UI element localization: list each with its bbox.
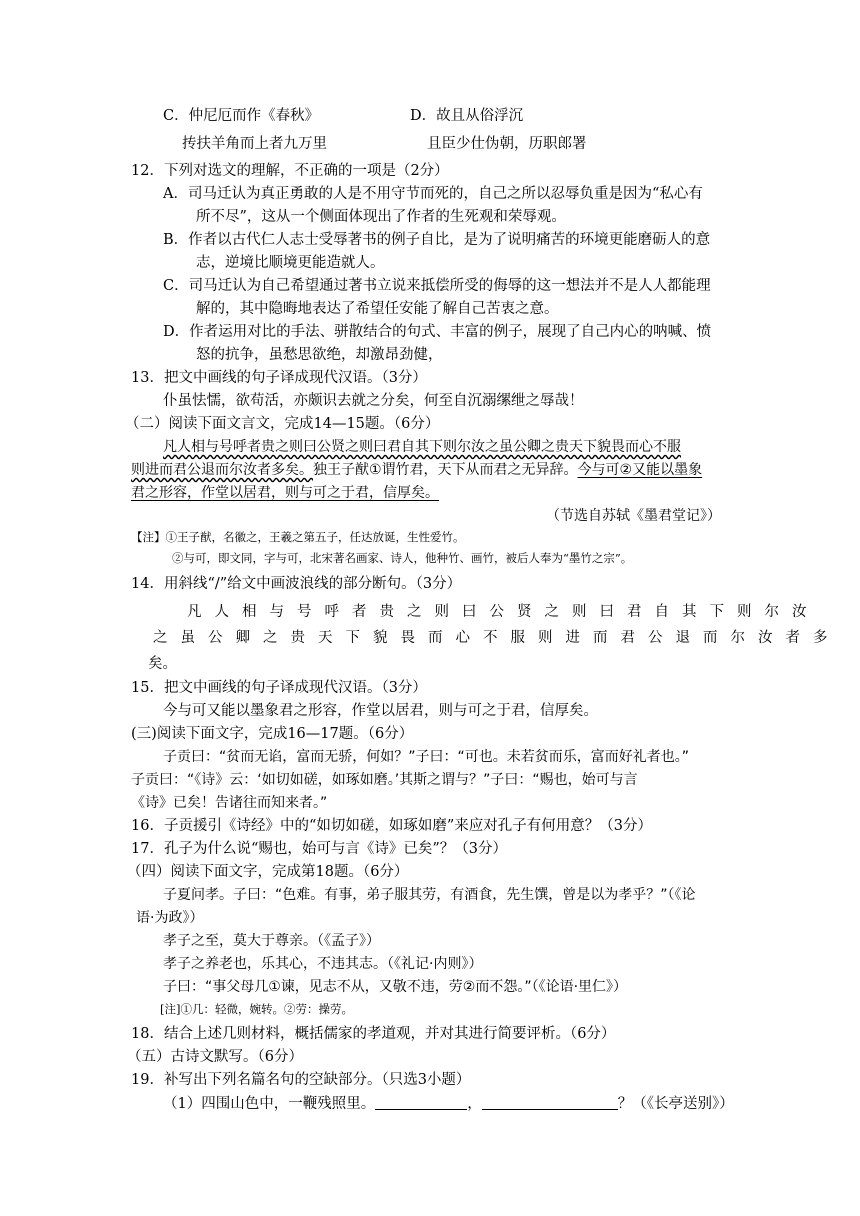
passage-4-line5: 子曰：“事父母几①谏，见志不从，又敬不违，劳②而不怨。”（《论语·里仁》）: [163, 979, 628, 995]
section-4-heading: （四）阅读下面文字，完成第18题。（6分）: [127, 864, 409, 880]
q13-stem: 13．把文中画线的句子译成现代汉语。（3分）: [131, 370, 427, 386]
q14-text-line3: 矣。: [148, 656, 177, 672]
q19-stem: 19．补写出下列名篇名句的空缺部分。（只选3小题）: [131, 1072, 471, 1088]
q17-stem: 17．孔子为什么说“赐也，始可与言《诗》已矣”？（3分）: [131, 841, 507, 857]
q12-stem: 12．下列对选文的理解，不正确的一项是（2分）: [131, 163, 449, 179]
passage-2-underlined-part1: 今与可②又能以墨象: [577, 462, 703, 478]
q11-option-c-line2: 抟扶羊角而上者九万里: [182, 136, 327, 152]
q12-option-a: A．司马迁认为真正勇敢的人是不用守节而死的，自己之所以忍辱负重是因为“私心有: [163, 186, 703, 202]
passage-2-line1: [163, 439, 681, 456]
passage-4-line1: 子夏问孝。子曰：“色难。有事，弟子服其劳，有酒食，先生馔，曾是以为孝乎？”（《论: [163, 887, 696, 903]
answer-blank-2[interactable]: [482, 1095, 618, 1110]
q19-item-1-prefix: （1）四围山色中，一鞭残照里。: [163, 1096, 376, 1112]
passage-2-line3: [131, 485, 439, 502]
q12-option-b-line2: 志，逆境比顺境更能造就人。: [196, 255, 385, 271]
q15-sentence: 今与可又能以墨象君之形容，作堂以居君，则与可之于君，信厚矣。: [163, 703, 598, 719]
passage-3-line3: 《诗》已矣！告诸往而知来者。”: [131, 795, 328, 811]
passage-3-line2: 子贡曰：“《诗》云：‘如切如磋，如琢如磨。’其斯之谓与？”子曰：“赐也，始可与言: [131, 772, 638, 788]
q11-option-d: D．故且从俗浮沉: [410, 108, 524, 124]
section-5-heading: （五）古诗文默写。（6分）: [127, 1049, 303, 1065]
q14-text-line2: 之虽公卿之贵天下貌畏而心不服则进而君公退而尔汝者多: [153, 630, 841, 646]
passage-4-line4: 孝子之养老也，乐其心，不违其志。（《礼记·内则》）: [163, 956, 483, 972]
passage-4-line2: 语·为政》）: [136, 910, 204, 926]
answer-blank-1[interactable]: [375, 1095, 467, 1110]
q14-stem: 14．用斜线“/”给文中画波浪线的部分断句。（3分）: [131, 576, 462, 592]
section-3-heading: (三)阅读下面文字，完成16—17题。（6分）: [131, 726, 414, 742]
q18-stem: 18．结合上述几则材料，概括儒家的孝道观，并对其进行简要评析。（6分）: [131, 1026, 616, 1042]
passage-2-underlined-part2: 君之形容，作堂以居君，则与可之于君，信厚矣。: [131, 485, 439, 501]
note-2: ②与可，即文同，字与可，北宋著名画家、诗人，他种竹、画竹，被后人奉为“墨竹之宗”。: [172, 551, 633, 565]
q16-stem: 16．子贡援引《诗经》中的“如切如磋，如琢如磨”来应对孔子有何用意？（3分）: [131, 818, 652, 834]
q12-option-d-line2: 怒的抗争，虽愁思欲绝，却激昂劲健，: [196, 347, 443, 363]
q14-text-line1: 凡人相与号呼者贵之则曰公贤之则曰君自其下则尔汝: [187, 604, 820, 620]
q15-stem: 15．把文中画线的句子译成现代汉语。（3分）: [131, 680, 427, 696]
passage-2-wavy-part2: 则进而君公退而尔汝者多矣。: [131, 462, 313, 478]
q12-option-b: B．作者以古代仁人志士受辱著书的例子自比，是为了说明痛苦的环境更能磨砺人的意: [163, 232, 711, 248]
passage-3-line1: 子贡曰：“贫而无谄，富而无骄，何如？”子曰：“可也。未若贫而乐，富而好礼者也。”: [163, 749, 690, 765]
q12-option-d: D．作者运用对比的手法、骈散结合的句式、丰富的例子，展现了自己内心的呐喊、愤: [163, 324, 712, 340]
q12-option-c: C．司马迁认为自己希望通过著书立说来抵偿所受的侮辱的这一想法并不是人人都能理: [163, 278, 711, 294]
q12-option-a-line2: 所不尽”，这从一个侧面体现出了作者的生死观和荣辱观。: [196, 209, 566, 225]
q11-option-d-line2: 且臣少仕伪朝，历职郎署: [427, 136, 587, 152]
q19-item-1-suffix: ？（《长亭送别》）: [617, 1096, 734, 1112]
passage-4-note: [注]①几：轻微，婉转。②劳：操劳。: [160, 1002, 353, 1016]
passage-2-wavy-part1: 凡人相与号呼者贵之则曰公贤之则曰君自其下则尔汝之虽公卿之贵天下貌畏而心不服: [163, 439, 681, 455]
q19-item-1: [163, 1095, 734, 1113]
passage-2-source: （节选自苏轼《墨君堂记》）: [546, 508, 721, 524]
passage-2-plain: 独王子猷①谓竹君，天下从而君之无异辞。: [313, 462, 578, 478]
section-2-heading: （二）阅读下面文言文，完成14—15题。（6分）: [125, 416, 440, 432]
passage-4-line3: 孝子之至，莫大于尊亲。（《孟子》）: [163, 933, 380, 949]
note-1: 【注】①王子猷，名徽之，王羲之第五子，任达放诞，生性爱竹。: [131, 530, 465, 544]
q11-option-c: C．仲尼厄而作《春秋》: [163, 108, 320, 124]
q12-option-c-line2: 解的，其中隐晦地表达了希望任安能了解自己苦衷之意。: [196, 301, 559, 317]
q19-item-1-comma: ，: [467, 1096, 482, 1112]
q13-sentence: 仆虽怯懦，欲苟活，亦颇识去就之分矣，何至自沉溺缧绁之辱哉！: [163, 393, 584, 409]
passage-2-line2: [131, 462, 702, 479]
